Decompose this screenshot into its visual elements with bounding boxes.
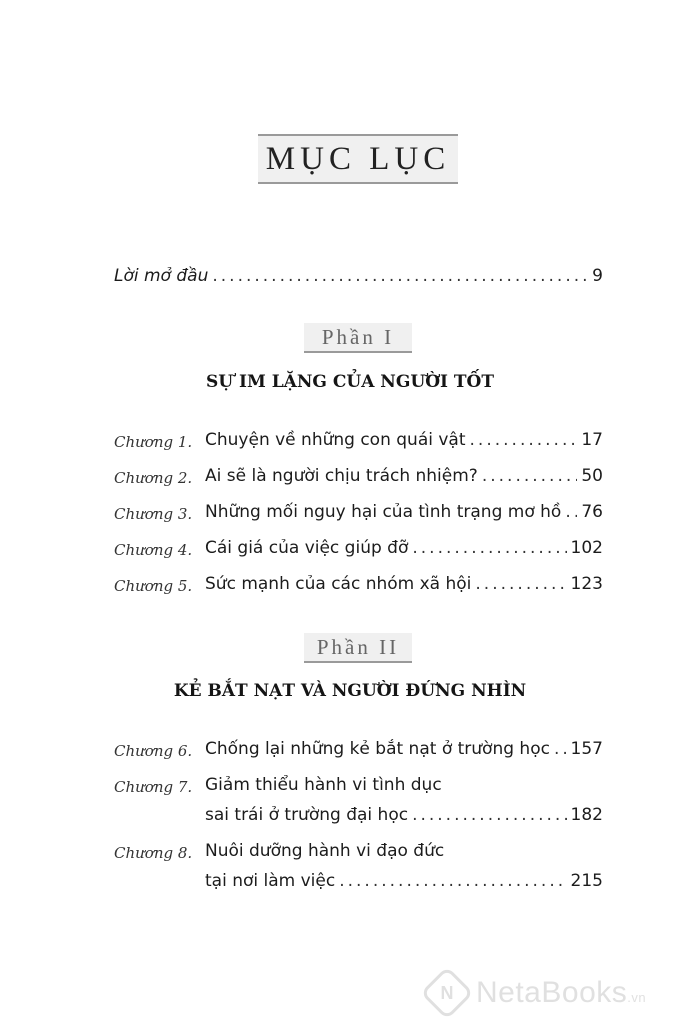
chapter-number: Chương 6. [114, 742, 193, 760]
chapter-title: Chống lại những kẻ bắt nạt ở trường học [205, 739, 550, 759]
toc-entry-chapter-3[interactable] [205, 502, 603, 522]
chapter-number: Chương 5. [114, 577, 193, 595]
chapter-number: Chương 2. [114, 469, 193, 487]
dot-leader [339, 871, 566, 891]
netabooks-watermark [428, 968, 698, 1018]
part-title: KẺ BẮT NẠT VÀ NGƯỜI ĐỨNG NHÌN [173, 681, 527, 701]
dot-leader [475, 574, 566, 594]
chapter-title: sai trái ở trường đại học [205, 805, 409, 825]
part-label-box [304, 633, 412, 663]
chapter-title: Ai sẽ là người chịu trách nhiệm? [205, 466, 478, 486]
chapter-page: 123 [570, 574, 603, 594]
toc-entry-chapter-7[interactable] [205, 805, 603, 825]
chapter-title: Sức mạnh của các nhóm xã hội [205, 574, 472, 594]
chapter-page: 76 [581, 502, 603, 522]
part-label: Phần I [321, 324, 395, 349]
chapter-page: 215 [570, 871, 603, 891]
dot-leader [470, 430, 578, 450]
dot-leader [482, 466, 578, 486]
chapter-number: Chương 3. [114, 505, 193, 523]
chapter-page: 182 [570, 805, 603, 825]
page-title: MỤC LỤC [265, 140, 451, 177]
toc-entry-chapter-6[interactable] [205, 739, 603, 759]
chapter-title: Chuyện về những con quái vật [205, 430, 466, 450]
chapter-page: 50 [581, 466, 603, 486]
brand-suffix: .vn [627, 990, 647, 1005]
toc-entry-page: 9 [592, 266, 603, 286]
brand-name: NetaBooks [476, 976, 628, 1009]
chapter-number: Chương 8. [114, 844, 193, 862]
toc-entry-chapter-8[interactable] [205, 871, 603, 891]
toc-entry-chapter-2[interactable] [205, 466, 603, 486]
chapter-title-line1[interactable]: Nuôi dưỡng hành vi đạo đức [205, 841, 445, 861]
chapter-number: Chương 1. [114, 433, 193, 451]
chapter-title: tại nơi làm việc [205, 871, 336, 891]
logo-letter: N [440, 982, 454, 1003]
part-label: Phần II [316, 634, 400, 659]
dot-leader [412, 538, 566, 558]
dot-leader [412, 805, 566, 825]
chapter-title: Cái giá của việc giúp đỡ [205, 538, 409, 558]
toc-entry-label: Lời mở đầu [114, 266, 209, 286]
chapter-page: 157 [570, 739, 603, 759]
chapter-number: Chương 7. [114, 778, 193, 796]
dot-leader [212, 266, 588, 286]
chapter-title-line1[interactable]: Giảm thiểu hành vi tình dục [205, 775, 442, 795]
chapter-title: Những mối nguy hại của tình trạng mơ hồ [205, 502, 562, 522]
netabooks-logo-icon [420, 966, 474, 1020]
toc-entry-chapter-4[interactable] [205, 538, 603, 558]
toc-entry-chapter-1[interactable] [205, 430, 603, 450]
dot-leader [565, 502, 577, 522]
toc-title-box [258, 134, 458, 184]
part-title: SỰ IM LẶNG CỦA NGƯỜI TỐT [206, 372, 494, 392]
dot-leader [554, 739, 567, 759]
chapter-page: 17 [581, 430, 603, 450]
part-label-box [304, 323, 412, 353]
watermark-brand [476, 976, 646, 1010]
toc-entry-intro[interactable] [114, 266, 603, 286]
chapter-page: 102 [570, 538, 603, 558]
toc-entry-chapter-5[interactable] [205, 574, 603, 594]
chapter-number: Chương 4. [114, 541, 193, 559]
